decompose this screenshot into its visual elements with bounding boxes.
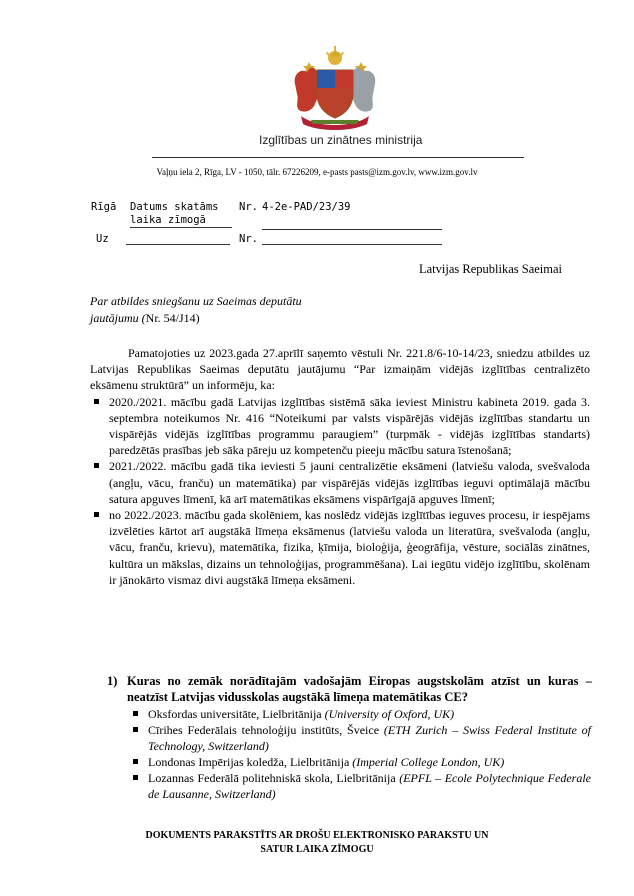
date-value-line2: laika zīmogā xyxy=(130,214,232,228)
nr2-line xyxy=(262,244,442,245)
date-value-line1: Datums skatāms xyxy=(130,201,219,213)
university-name: Cīrihes Federālais tehnoloģiju institūts, Šveice xyxy=(148,723,384,737)
uz-label: Uz xyxy=(96,233,109,245)
bullet-square-icon xyxy=(133,759,138,764)
list-item xyxy=(90,394,590,459)
nr-value: 4-2e-PAD/23/39 xyxy=(262,201,351,213)
subject-line2-italic: jautājumu ( xyxy=(90,311,146,325)
university-english-name: (ETH Zurich – Swiss Federal Institute of Technology, Switzerland) xyxy=(148,723,591,753)
header-divider xyxy=(152,157,524,158)
list-item xyxy=(129,706,591,722)
signature-notice-line1: DOKUMENTS PARAKSTĪTS AR DROŠU ELEKTRONISKO PARAKSTU UN xyxy=(145,830,489,841)
list-item-text: no 2022./2023. mācību gada skolēniem, kas noslēdz vidējās izglītības ieguves procesu, ir iespējams izvēlēties kārtot arī augstākā līmeņa eksāmenus (latviešu valoda un literatūra, svešvaloda (angļu, vācu, franču, krievu), matemātika, fizika, ķīmija, bioloģija, ģeogrāfija, vēsture, sociālās zinātnes, kultūra un mākslas, dizains un tehnoloģijas, programmēšana). Lai iegūtu vidējo izglītību, skolēnam ir jānokārto vismaz divi augstākā līmeņa eksāmeni. xyxy=(109,508,590,587)
university-list xyxy=(129,706,591,802)
bullet-square-icon xyxy=(94,399,99,404)
university-english-name: (Imperial College London, UK) xyxy=(352,755,505,769)
university-name: Londonas Impērijas koledža, Lielbritānija xyxy=(148,755,353,769)
signature-notice xyxy=(0,829,634,857)
subject-number: Nr. 54/J14) xyxy=(145,311,200,325)
list-item-text: 2021./2022. mācību gadā tika ieviesti 5 jauni centralizētie eksāmeni (latviešu valoda, svešvaloda (angļu, vācu, franču) un matemātika) par vispārējās vidējās izglītības ieguvi optimālajā mācību satura apguves līmenī, kā arī matemātikas eksāmens vispārīgajā apguves līmenī; xyxy=(109,459,590,506)
bullet-square-icon xyxy=(133,727,138,732)
university-name: Oksfordas universitāte, Lielbritānija xyxy=(148,707,325,721)
intro-paragraph: Pamatojoties uz 2023.gada 27.aprīlī saņemto vēstuli Nr. 221.8/6-10-14/23, sniedzu atbildes uz Latvijas Republikas Saeimas deputātu jautājumu “Par izmaiņām vidējās izglītības centralizēto eksāmenu struktūrā” un informēju, ka: xyxy=(90,346,590,393)
list-item-text: 2020./2021. mācību gadā Latvijas izglītības sistēmā sāka ieviest Ministru kabineta 2019. gada 3. septembra noteikumos Nr. 416 “Noteikumi par valsts vispārējās vidējās izglītības standartu un vispārējās vidējās izglītības programmu paraugiem” (turpmāk - vidējās izglītības standarts) paredzētās prasības jeb sāka pāreju uz kompetenču pieeju mācību satura īstenošanā; xyxy=(109,394,590,458)
bullet-square-icon xyxy=(94,463,99,468)
document-number-underline xyxy=(262,229,442,230)
question-number: 1) xyxy=(107,674,118,688)
question-text: Kuras no zemāk norādītajām vadošajām Eiropas augstskolām atzīst un kuras – neatzīst Latvijas vidusskolas augstākā līmeņa matemātikas CE? xyxy=(127,674,592,704)
list-item xyxy=(90,507,590,588)
document-number xyxy=(262,201,442,216)
bullet-square-icon xyxy=(133,711,138,716)
signature-notice-line2: SATUR LAIKA ZĪMOGU xyxy=(260,844,374,855)
list-item xyxy=(129,722,591,754)
university-name: Lozannas Federālā politehniskā skola, Lielbritānija xyxy=(148,771,400,785)
university-english-name: (EPFL – Ecole Polytechnique Federale de Lausanne, Switzerland) xyxy=(148,771,591,801)
list-item xyxy=(129,770,591,802)
bullet-square-icon xyxy=(94,512,99,517)
letter-body xyxy=(90,345,590,588)
list-item xyxy=(129,754,591,770)
nr-label: Nr. xyxy=(239,201,258,213)
nr2-label: Nr. xyxy=(239,233,258,245)
university-english-name: (University of Oxford, UK) xyxy=(324,707,455,721)
recipient: Latvijas Republikas Saeimai xyxy=(419,262,563,276)
subject xyxy=(90,293,302,327)
bullet-square-icon xyxy=(133,775,138,780)
subject-line1: Par atbildes sniegšanu uz Saeimas deputātu xyxy=(90,294,302,308)
ministry-name: Izglītības un zinātnes ministrija xyxy=(259,133,423,147)
date-field xyxy=(130,201,232,228)
list-item xyxy=(90,458,590,507)
info-list xyxy=(90,394,590,588)
place-label: Rīgā xyxy=(91,201,117,213)
uz-line xyxy=(126,244,230,245)
latvia-coat-of-arms-icon xyxy=(287,44,383,132)
ministry-address: Vaļņu iela 2, Rīga, LV - 1050, tālr. 67226209, e-pasts pasts@izm.gov.lv, www.izm.gov.lv xyxy=(156,167,478,177)
